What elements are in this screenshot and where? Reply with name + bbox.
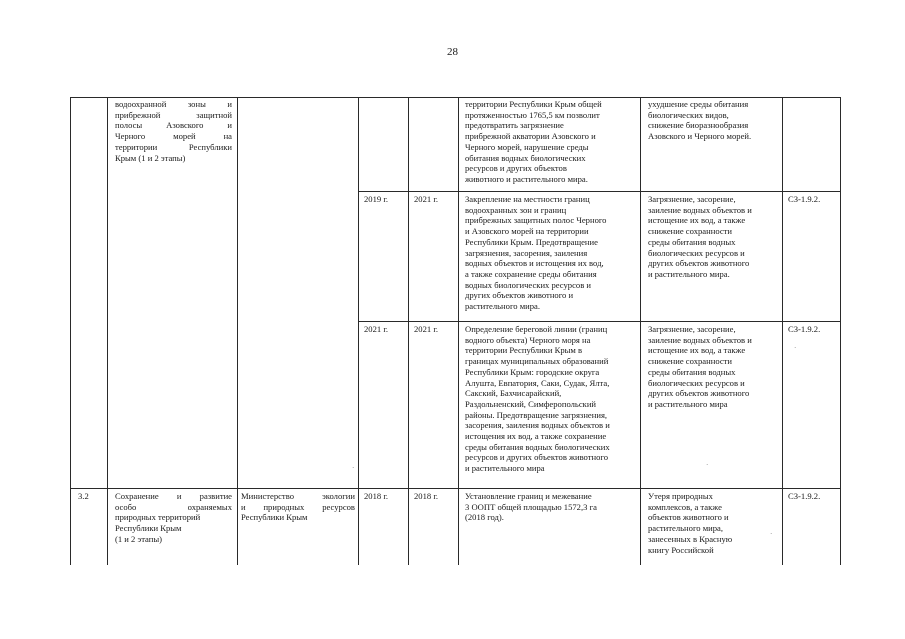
column-divider-measure [640, 97, 641, 565]
scan-speck: · [706, 461, 709, 469]
row-3-2-executor: Министерство экологии и природных ресурсов Республики Крым [241, 491, 355, 523]
row-1-sub-1-consequence: ухудшение среды обитания биологических видов, снижение биоразнообразия Азовского и Черного морей. [648, 99, 752, 142]
column-divider-start [408, 97, 409, 565]
row-1-sub-2-end: 2021 г. [414, 194, 439, 204]
row-divider [70, 488, 841, 489]
row-1-sub-2-consequence: Загрязнение, засорение, заиление водных объектов и истощение их вод, а также снижение сохранности среды обитания водных биологических ресурсов и других объектов животного и растительного мира. [648, 194, 752, 279]
row-3-2-number: 3.2 [78, 491, 89, 501]
scan-speck: · [770, 530, 773, 538]
table-border-right [840, 97, 841, 565]
row-3-2-name: Сохранение и развитие особо охраняемых природных территорий Республики Крым (1 и 2 этапы) [115, 491, 232, 544]
row-1-name: водоохранной зоны и прибрежной защитной полосы Азовского и Черного морей на территории Республики Крым (1 и 2 этапы) [115, 99, 232, 163]
row-1-sub-3-start: 2021 г. [364, 324, 389, 334]
row-3-2-end: 2018 г. [414, 491, 439, 501]
column-divider-consequence [782, 97, 783, 565]
subrow-divider-2 [358, 321, 840, 322]
row-3-2-start: 2018 г. [364, 491, 389, 501]
row-1-sub-1-measure: территории Республики Крым общей протяженностью 1765,5 км позволит предотвратить загрязнение прибрежной акватории Азовского и Черного морей, нарушение среды обитания водных биологических ресурсов и других объектов животного и растительного мира. [465, 99, 602, 184]
column-divider-name [237, 97, 238, 565]
table-border-left [70, 97, 71, 565]
row-1-sub-2-start: 2019 г. [364, 194, 389, 204]
row-3-2-consequence: Утеря природных комплексов, а также объектов животного и растительного мира, занесенных в Красную книгу Российской [648, 491, 733, 555]
column-divider-end [458, 97, 459, 565]
column-divider-executor [358, 97, 359, 565]
scan-speck: · [794, 344, 797, 352]
row-1-sub-3-consequence: Загрязнение, засорение, заиление водных объектов и истощение их вод, а также снижение сохранности среды обитания водных биологических ресурсов и других объектов животного и растительного мира [648, 324, 752, 409]
row-3-2-measure: Установление границ и межевание 3 ООПТ общей площадью 1572,3 га (2018 год). [465, 491, 597, 523]
row-3-2-link: СЗ-1.9.2. [788, 491, 821, 501]
page-number: 28 [447, 46, 458, 58]
column-divider-number [107, 97, 108, 565]
row-1-sub-3-link: СЗ-1.9.2. [788, 324, 821, 334]
row-1-sub-2-link: СЗ-1.9.2. [788, 194, 821, 204]
row-1-sub-2-measure: Закрепление на местности границ водоохранных зон и границ прибрежных защитных полос Черного и Азовского морей на территории Республики Крым. Предотвращение загрязнения, засорения, заиления водных объектов и истощения их вод, а также сохранение среды обитания водных биологических ресурсов и других объектов животного и растительного мира. [465, 194, 607, 312]
scan-speck: · [352, 464, 355, 472]
table-border-top [70, 97, 841, 98]
row-1-sub-3-measure: Определение береговой линии (границ водного объекта) Черного моря на территории Республики Крым в границах муниципальных образований Республики Крым: городские округа Алушта, Евпатория, Саки, Судак, Ялта, Сакский, Бахчисарайский, Раздольненский, Симферопольский районы. Предотвращение загрязнения, засорения, заиления водных объектов и истощения их вод, а также сохранение среды обитания водных биологических ресурсов и других объектов животного и растительного мира [465, 324, 610, 474]
subrow-divider-1 [358, 191, 840, 192]
row-1-sub-3-end: 2021 г. [414, 324, 439, 334]
